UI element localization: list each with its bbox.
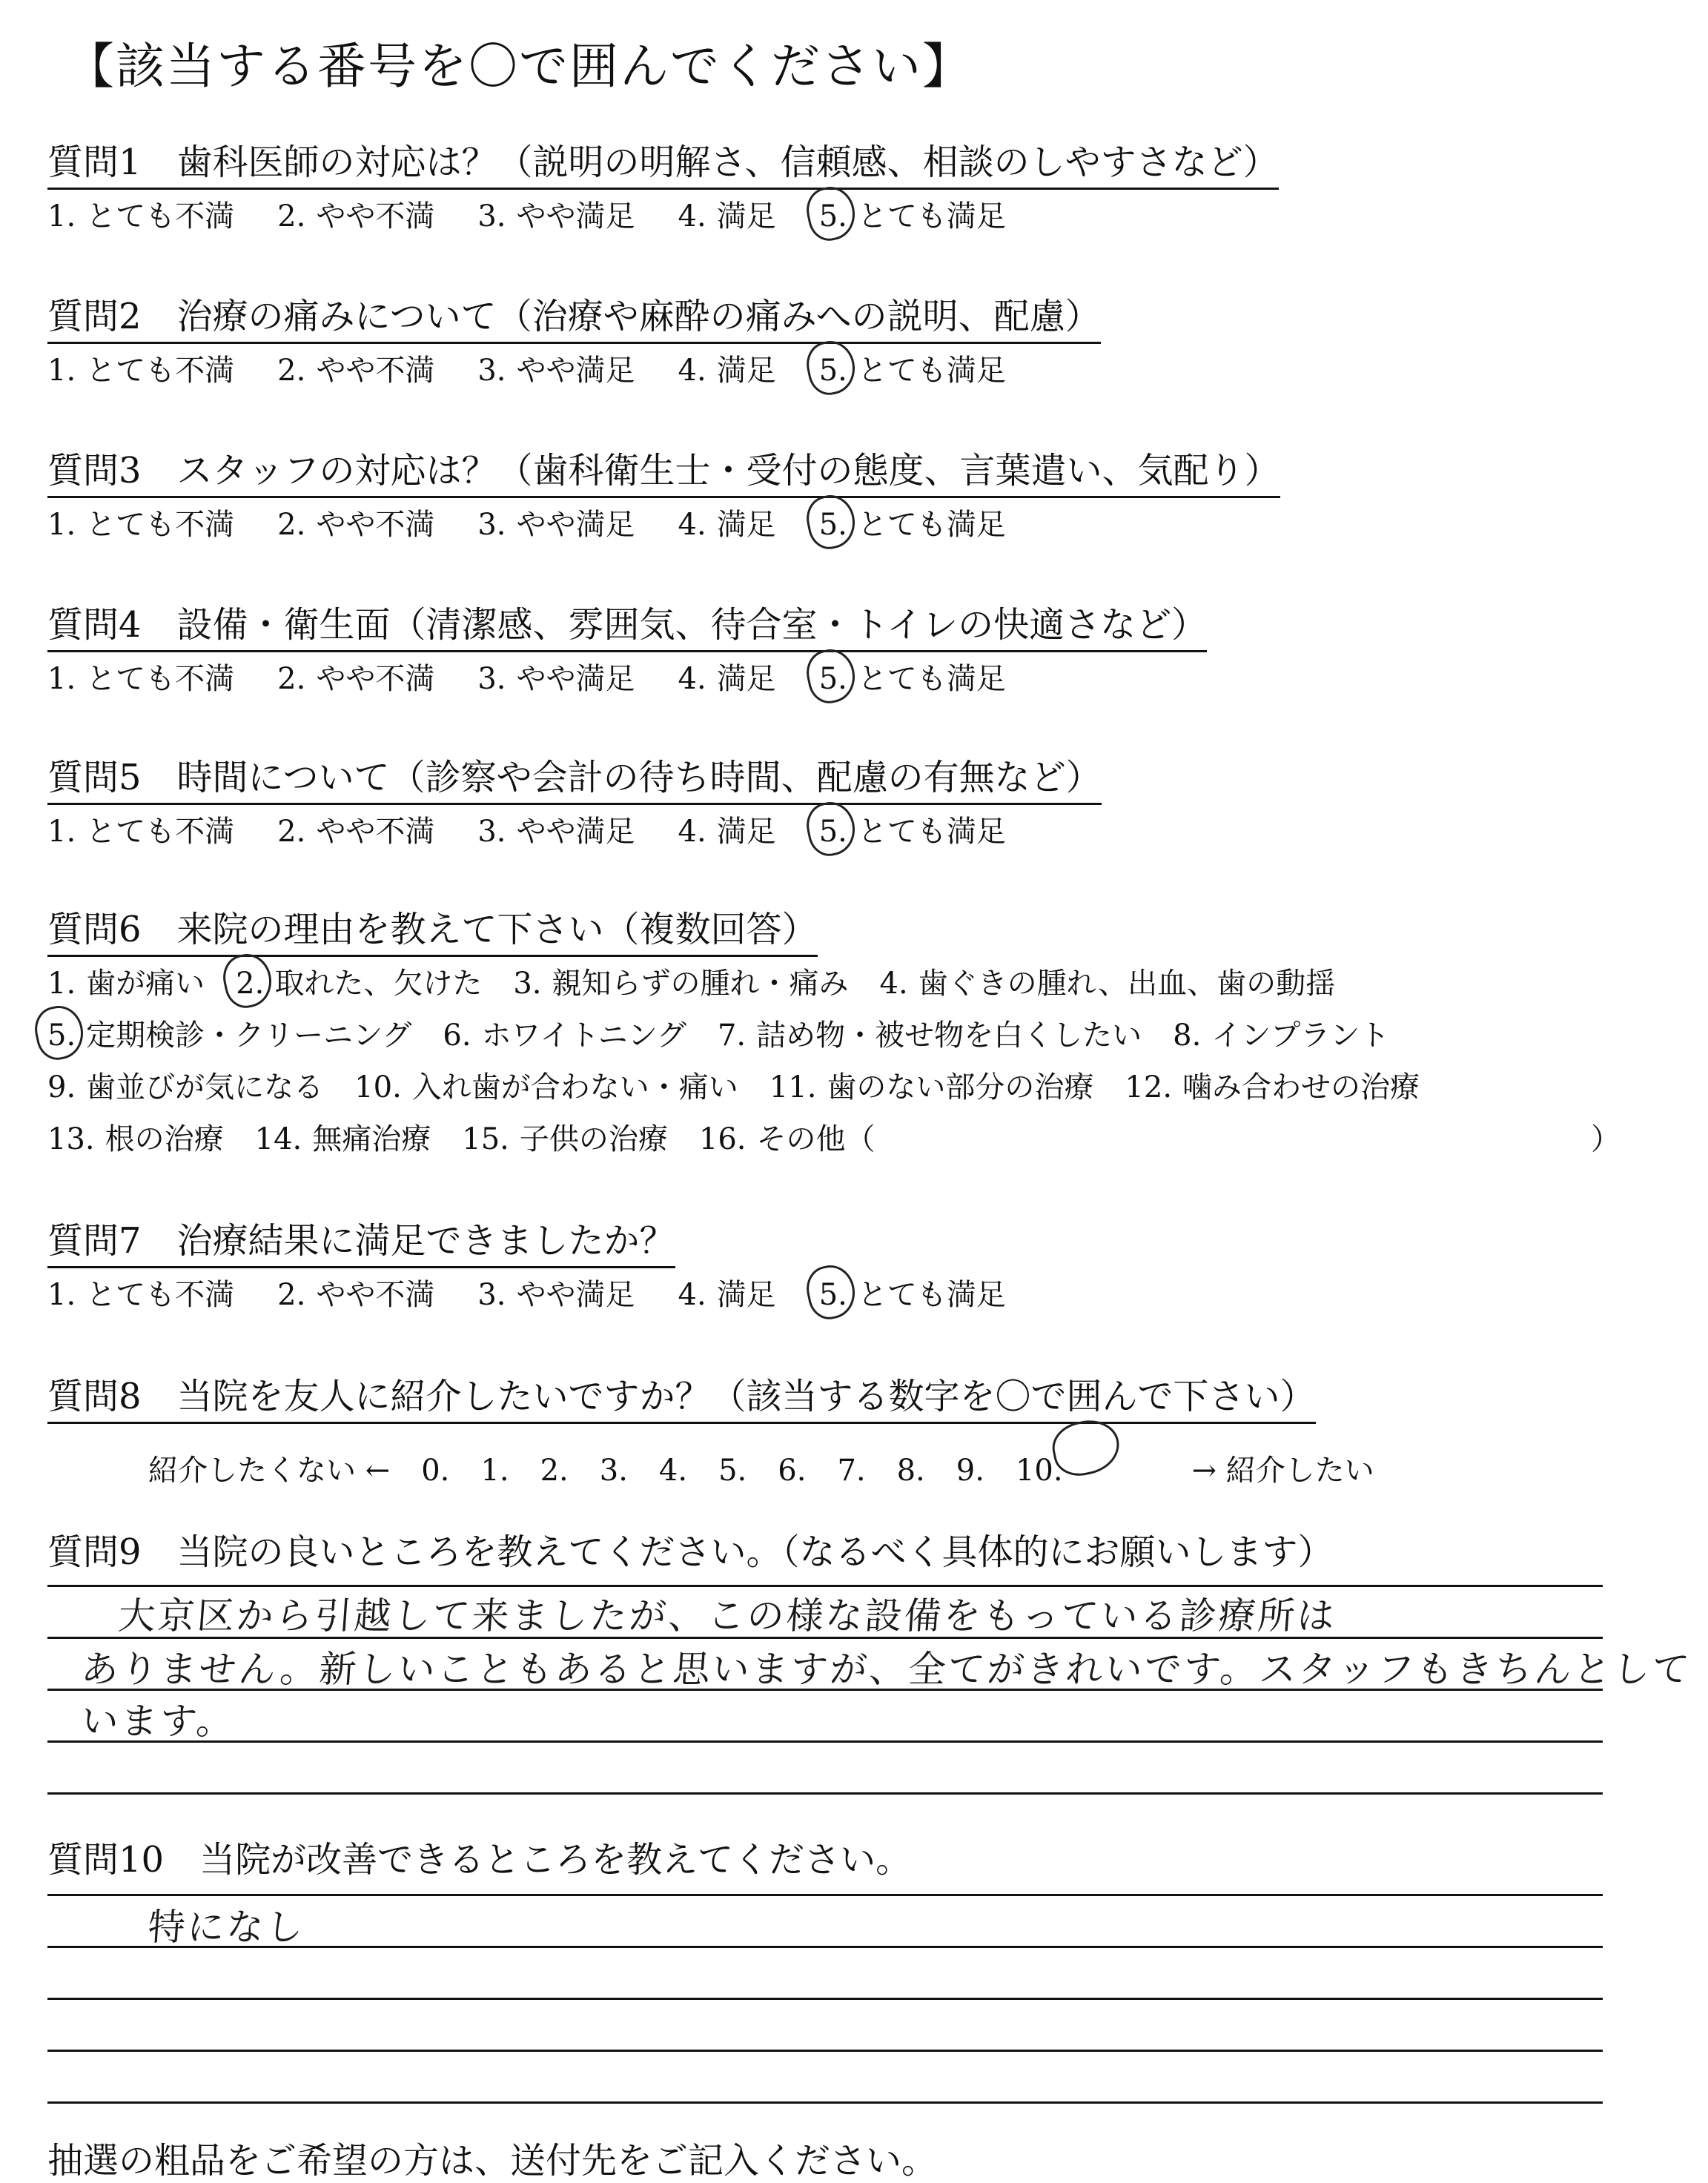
option-rating-3[interactable] (477, 193, 635, 235)
scale-value[interactable]: 2. (540, 1454, 569, 1488)
option-rating-4[interactable] (678, 501, 776, 543)
q8-title: 質問8 当院を友人に紹介したいですか？（該当する数字を〇で囲んで下さい） (47, 1368, 1316, 1424)
option-number: 2. (277, 1278, 306, 1312)
q7-title-row (47, 1212, 675, 1268)
option-number: 3. (477, 354, 506, 388)
option-rating-4[interactable] (678, 193, 776, 235)
q5-options (47, 808, 1049, 850)
option-label: とても満足 (857, 508, 1006, 542)
option-number: 1. (47, 199, 76, 233)
option-number: 3. (477, 1278, 506, 1312)
option-rating-1[interactable] (47, 501, 234, 543)
option-rating-4[interactable] (678, 808, 776, 850)
option-number: 3. (477, 199, 506, 233)
instruction-header: 【該当する番号を〇で囲んでください】 (65, 38, 973, 95)
option-rating-3[interactable] (477, 501, 635, 543)
option-rating-5[interactable] (819, 808, 1006, 850)
option-label: とても不満 (86, 1278, 235, 1312)
option-label: やや満足 (516, 662, 635, 696)
option-rating-1[interactable] (47, 347, 234, 389)
q10-title-row (47, 1831, 911, 1882)
option-label: 噛み合わせの治療 (1182, 1070, 1420, 1104)
option-number: 8. (1173, 1018, 1202, 1053)
option-reason-16[interactable] (699, 1116, 875, 1158)
handwritten-circle-mark (802, 1261, 860, 1323)
q2-options (47, 347, 1049, 389)
option-number: 4. (678, 354, 706, 388)
option-label: その他（ (756, 1122, 875, 1156)
q1-options (47, 193, 1049, 235)
option-number: 2. (277, 662, 306, 696)
option-rating-3[interactable] (477, 808, 635, 850)
option-rating-2[interactable] (277, 1271, 434, 1314)
q6-row (47, 960, 1366, 1002)
option-label: 歯ぐきの腫れ、出血、歯の動揺 (918, 967, 1336, 1001)
handwritten-circle-mark (1047, 1414, 1124, 1480)
option-label: とても不満 (86, 199, 235, 233)
option-number: 3. (477, 662, 506, 696)
q8-right-label: → 紹介したい (1191, 1454, 1374, 1488)
option-label: ホワイトニング (481, 1018, 686, 1053)
option-label: 満足 (716, 815, 776, 849)
option-reason-10[interactable] (354, 1064, 738, 1106)
option-number: 3. (477, 508, 506, 542)
option-label: 無痛治療 (312, 1122, 431, 1156)
answer-line (47, 1894, 1603, 1896)
option-reason-12[interactable] (1125, 1064, 1420, 1106)
scale-value[interactable]: 4. (658, 1454, 688, 1488)
option-rating-2[interactable] (277, 655, 434, 698)
other-close-paren: ） (1591, 1122, 1621, 1156)
option-number: 5. (818, 662, 847, 696)
option-reason-4[interactable] (880, 960, 1336, 1002)
q2-title-row (47, 288, 1101, 344)
option-reason-15[interactable] (462, 1116, 668, 1158)
option-label: やや満足 (516, 199, 635, 233)
q1-title-row (47, 133, 1279, 190)
option-number: 4. (678, 199, 706, 233)
option-label: 満足 (716, 508, 776, 542)
option-rating-2[interactable] (277, 808, 434, 850)
option-number: 2. (277, 199, 306, 233)
option-reason-13[interactable] (47, 1116, 224, 1158)
handwritten-circle-mark (802, 798, 860, 860)
option-reason-2[interactable] (236, 960, 482, 1002)
option-number: 2. (277, 815, 306, 849)
q6-title: 質問6 来院の理由を教えて下さい（複数回答） (47, 901, 818, 957)
answer-line (47, 2050, 1603, 2052)
option-label: 歯並びが気になる (86, 1070, 324, 1104)
option-number: 4. (678, 1278, 706, 1312)
footer-note: 抽選の粗品をご希望の方は、送付先をご記入ください。 (47, 2140, 938, 2182)
option-label: やや満足 (516, 508, 635, 542)
handwritten-circle-mark (30, 1001, 88, 1064)
scale-value[interactable]: 8. (896, 1454, 925, 1488)
option-label: 満足 (716, 199, 776, 233)
option-rating-2[interactable] (277, 501, 434, 543)
scale-value[interactable]: 0. (421, 1454, 450, 1488)
option-label: 歯が痛い (86, 967, 205, 1001)
option-rating-3[interactable] (477, 655, 635, 698)
option-number: 11. (769, 1070, 817, 1104)
q8-scale (148, 1427, 1406, 1489)
option-number: 9. (47, 1070, 76, 1104)
handwritten-circle-mark (802, 491, 860, 553)
option-label: 満足 (716, 662, 776, 696)
q10-title: 質問10 当院が改善できるところを教えてください。 (47, 1839, 912, 1881)
option-label: やや不満 (316, 815, 435, 849)
option-reason-6[interactable] (443, 1012, 686, 1054)
option-number: 1. (47, 815, 76, 849)
q3-title: 質問3 スタッフの対応は？（歯科衛生士・受付の態度、言葉遣い、気配り） (47, 442, 1280, 498)
handwritten-circle-mark (802, 337, 860, 399)
option-number: 7. (717, 1018, 747, 1053)
option-number: 6. (443, 1018, 471, 1053)
answer-line (47, 1740, 1603, 1743)
q3-options (47, 501, 1049, 543)
option-number: 1. (47, 662, 76, 696)
option-label: とても不満 (86, 354, 235, 388)
option-rating-4[interactable] (678, 347, 776, 389)
q6-row (47, 1116, 1621, 1158)
option-reason-7[interactable] (718, 1012, 1142, 1054)
q1-title: 質問1 歯科医師の対応は？（説明の明解さ、信頼感、相談のしやすさなど） (47, 133, 1279, 190)
option-rating-1[interactable] (47, 1271, 234, 1314)
scale-value[interactable]: 9. (956, 1454, 984, 1488)
option-rating-2[interactable] (277, 193, 434, 235)
option-rating-1[interactable] (47, 808, 234, 850)
q9-title-row (47, 1523, 1334, 1574)
option-number: 2. (236, 967, 265, 1001)
option-label: とても満足 (857, 354, 1006, 388)
q5-title-row (47, 749, 1102, 805)
option-reason-9[interactable] (47, 1064, 323, 1106)
option-reason-11[interactable] (769, 1064, 1094, 1106)
option-rating-2[interactable] (277, 347, 434, 389)
option-number: 5. (818, 508, 847, 542)
option-label: とても不満 (86, 508, 235, 542)
option-label: とても満足 (857, 1278, 1006, 1312)
option-rating-3[interactable] (477, 1271, 635, 1314)
scale-value[interactable]: 6. (778, 1454, 807, 1488)
option-label: 入れ歯が合わない・痛い (411, 1070, 738, 1104)
option-label: とても不満 (86, 662, 235, 696)
option-label: 親知らずの腫れ・痛み (552, 967, 849, 1001)
q2-title: 質問2 治療の痛みについて（治療や麻酔の痛みへの説明、配慮） (47, 288, 1101, 344)
option-label: 根の治療 (105, 1122, 224, 1156)
option-number: 2. (277, 508, 306, 542)
option-label: 子供の治療 (519, 1122, 668, 1156)
option-label: 取れた、欠けた (274, 967, 483, 1001)
option-number: 14. (254, 1122, 302, 1156)
option-number: 15. (462, 1122, 509, 1156)
option-label: 定期検診・クリーニング (86, 1018, 412, 1053)
option-label: やや不満 (316, 1278, 435, 1312)
option-number: 5. (818, 199, 847, 233)
answer-line (47, 1792, 1603, 1795)
scale-value[interactable]: 7. (837, 1454, 866, 1488)
option-label: とても満足 (857, 662, 1006, 696)
option-number: 5. (818, 815, 847, 849)
q6-row (47, 1012, 1420, 1054)
option-reason-5[interactable] (47, 1012, 411, 1054)
option-label: やや満足 (516, 1278, 635, 1312)
option-number: 4. (678, 662, 706, 696)
option-number: 2. (277, 354, 306, 388)
q4-options (47, 655, 1049, 698)
q7-options (47, 1271, 1049, 1314)
answer-line (47, 1998, 1603, 2000)
option-number: 1. (47, 508, 76, 542)
option-reason-1[interactable] (47, 960, 205, 1002)
option-label: やや満足 (516, 354, 635, 388)
option-rating-1[interactable] (47, 193, 234, 235)
option-reason-3[interactable] (513, 960, 848, 1002)
option-number: 3. (477, 815, 506, 849)
option-label: やや満足 (516, 815, 635, 849)
q4-title-row (47, 596, 1207, 652)
option-number: 16. (698, 1122, 747, 1156)
scale-value[interactable]: 5. (718, 1454, 747, 1488)
option-rating-5[interactable] (819, 1271, 1006, 1314)
q4-title: 質問4 設備・衛生面（清潔感、雰囲気、待合室・トイレの快適さなど） (47, 596, 1207, 652)
option-number: 4. (678, 815, 706, 849)
option-number: 4. (678, 508, 706, 542)
q8-left-label: 紹介したくない ← (148, 1454, 391, 1488)
option-number: 1. (47, 1278, 76, 1312)
option-number: 3. (513, 967, 542, 1001)
handwritten-circle-mark (802, 182, 860, 245)
handwritten-circle-mark (802, 645, 860, 707)
option-rating-5[interactable] (819, 193, 1006, 235)
option-rating-5[interactable] (819, 501, 1006, 543)
scale-value[interactable]: 10. (1016, 1427, 1161, 1488)
scale-value[interactable]: 3. (599, 1454, 628, 1488)
scale-value[interactable]: 1. (480, 1454, 509, 1488)
q5-title: 質問5 時間について（診察や会計の待ち時間、配慮の有無など） (47, 749, 1102, 805)
option-label: とても満足 (857, 815, 1006, 849)
q8-title-row (47, 1368, 1316, 1424)
option-reason-14[interactable] (255, 1116, 431, 1158)
handwritten-circle-mark (219, 950, 277, 1012)
option-number: 10. (354, 1070, 402, 1104)
option-label: 詰め物・被せ物を白くしたい (756, 1018, 1142, 1053)
option-rating-3[interactable] (477, 347, 635, 389)
option-rating-5[interactable] (819, 347, 1006, 389)
option-rating-1[interactable] (47, 655, 234, 698)
option-label: やや不満 (316, 354, 435, 388)
option-label: とても満足 (857, 199, 1006, 233)
option-number: 1. (47, 967, 76, 1001)
q7-title: 質問7 治療結果に満足できましたか？ (47, 1212, 675, 1268)
option-label: 満足 (716, 354, 776, 388)
option-number: 5. (818, 1278, 847, 1312)
q3-title-row (47, 442, 1280, 498)
answer-line (47, 2101, 1603, 2104)
option-reason-8[interactable] (1173, 1012, 1389, 1054)
option-number: 5. (818, 354, 847, 388)
option-label: インプラント (1211, 1018, 1390, 1053)
q9-title: 質問9 当院の良いところを教えてください。（なるべく具体的にお願いします） (47, 1531, 1334, 1573)
option-label: とても不満 (86, 815, 235, 849)
q10-answer: 特になし (146, 1906, 307, 1949)
option-number: 5. (47, 1018, 76, 1053)
option-number: 12. (1125, 1070, 1173, 1104)
q9-answer-line-3: います。 (79, 1700, 237, 1743)
q9-answer-line-2: ありません。新しいこともあると思いますが、全てがきれいです。スタッフもきちんとして (79, 1648, 1693, 1691)
option-label: やや不満 (316, 662, 435, 696)
option-number: 13. (47, 1122, 95, 1156)
option-rating-5[interactable] (819, 655, 1006, 698)
option-number: 4. (879, 967, 908, 1001)
option-rating-4[interactable] (678, 655, 776, 698)
option-label: やや不満 (316, 199, 435, 233)
option-label: やや不満 (316, 508, 435, 542)
option-label: 歯のない部分の治療 (827, 1070, 1094, 1104)
option-label: 満足 (716, 1278, 776, 1312)
q6-row (47, 1064, 1451, 1106)
option-rating-4[interactable] (678, 1271, 776, 1314)
q9-answer-line-1: 大京区から引越して来ましたが、この様な設備をもっている診療所は (116, 1594, 1338, 1637)
option-number: 1. (47, 354, 76, 388)
q6-title-row (47, 901, 818, 957)
